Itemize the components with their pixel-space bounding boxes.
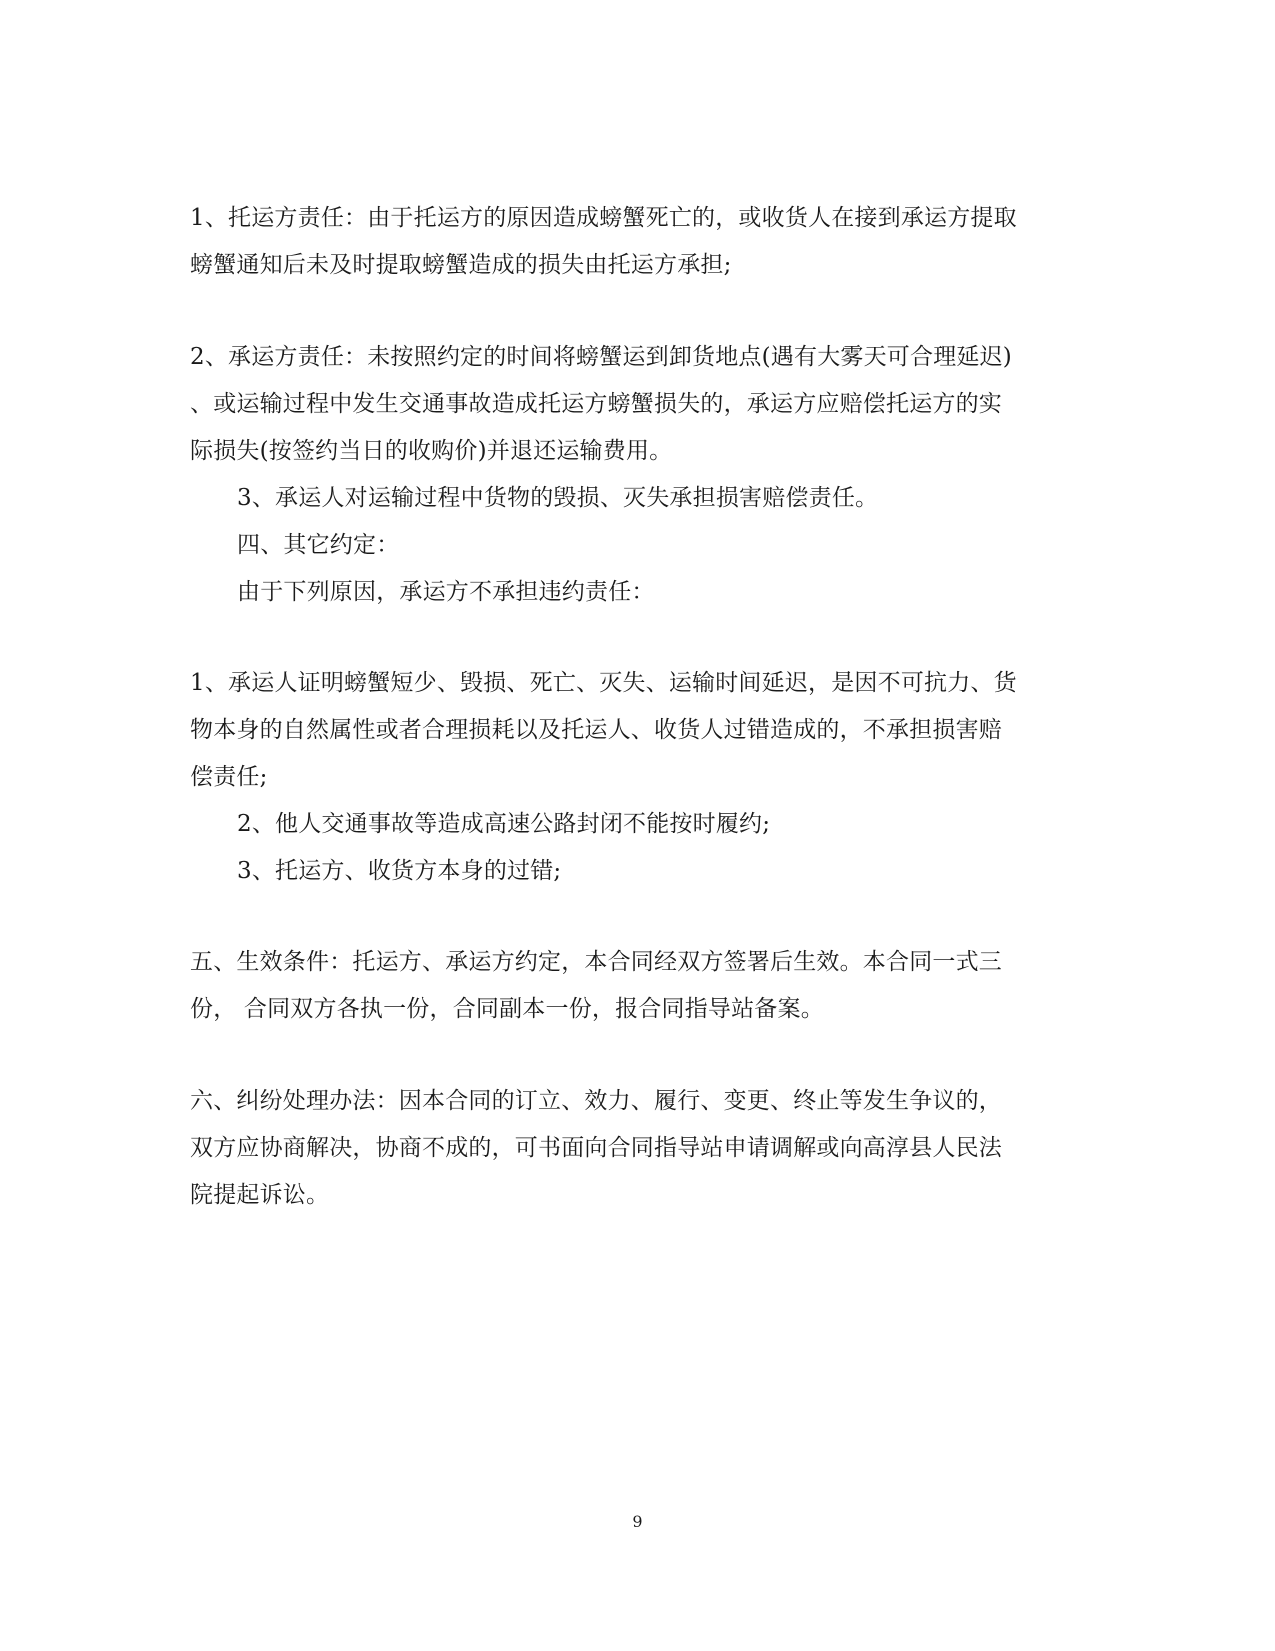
dispute-resolution-line-2: 双方应协商解决，协商不成的，可书面向合同指导站申请调解或向高淳县人民法 xyxy=(190,1135,1002,1161)
carrier-liability-line-2: 螃蟹通知后未及时提取螃蟹造成的损失由托运方承担; xyxy=(190,252,732,278)
shipper-liability-line-2: 、或运输过程中发生交通事故造成托运方螃蟹损失的，承运方应赔偿托运方的实 xyxy=(190,391,1002,417)
dispute-resolution-line-3: 院提起诉讼。 xyxy=(190,1182,330,1208)
damage-liability-line: 3、承运人对运输过程中货物的毁损、灭失承担损害赔偿责任。 xyxy=(237,485,879,511)
exemption-item-1-line-1: 1、承运人证明螃蟹短少、毁损、死亡、灭失、运输时间延迟，是因不可抗力、货 xyxy=(190,670,1017,696)
shipper-liability-line-3: 际损失(按签约当日的收购价)并退还运输费用。 xyxy=(190,438,673,464)
exemption-intro-line: 由于下列原因，承运方不承担违约责任： xyxy=(237,579,655,605)
effective-conditions-line-2: 份， 合同双方各执一份，合同副本一份，报合同指导站备案。 xyxy=(190,996,824,1022)
dispute-resolution-line-1: 六、纠纷处理办法：因本合同的订立、效力、履行、变更、终止等发生争议的， xyxy=(190,1088,1002,1114)
shipper-liability-line-1: 2、承运方责任：未按照约定的时间将螃蟹运到卸货地点(遇有大雾天可合理延迟) xyxy=(190,344,1012,370)
other-agreements-heading: 四、其它约定： xyxy=(237,532,400,558)
exemption-item-3-line: 3、托运方、收货方本身的过错; xyxy=(237,858,562,884)
exemption-item-2-line: 2、他人交通事故等造成高速公路封闭不能按时履约; xyxy=(237,811,771,837)
effective-conditions-line-1: 五、生效条件：托运方、承运方约定，本合同经双方签署后生效。本合同一式三 xyxy=(190,949,1002,975)
exemption-item-1-line-3: 偿责任; xyxy=(190,764,268,790)
page-number: 9 xyxy=(632,1512,643,1531)
carrier-liability-line-1: 1、托运方责任：由于托运方的原因造成螃蟹死亡的，或收货人在接到承运方提取 xyxy=(190,205,1017,231)
exemption-item-1-line-2: 物本身的自然属性或者合理损耗以及托运人、收货人过错造成的，不承担损害赔 xyxy=(190,717,1002,743)
